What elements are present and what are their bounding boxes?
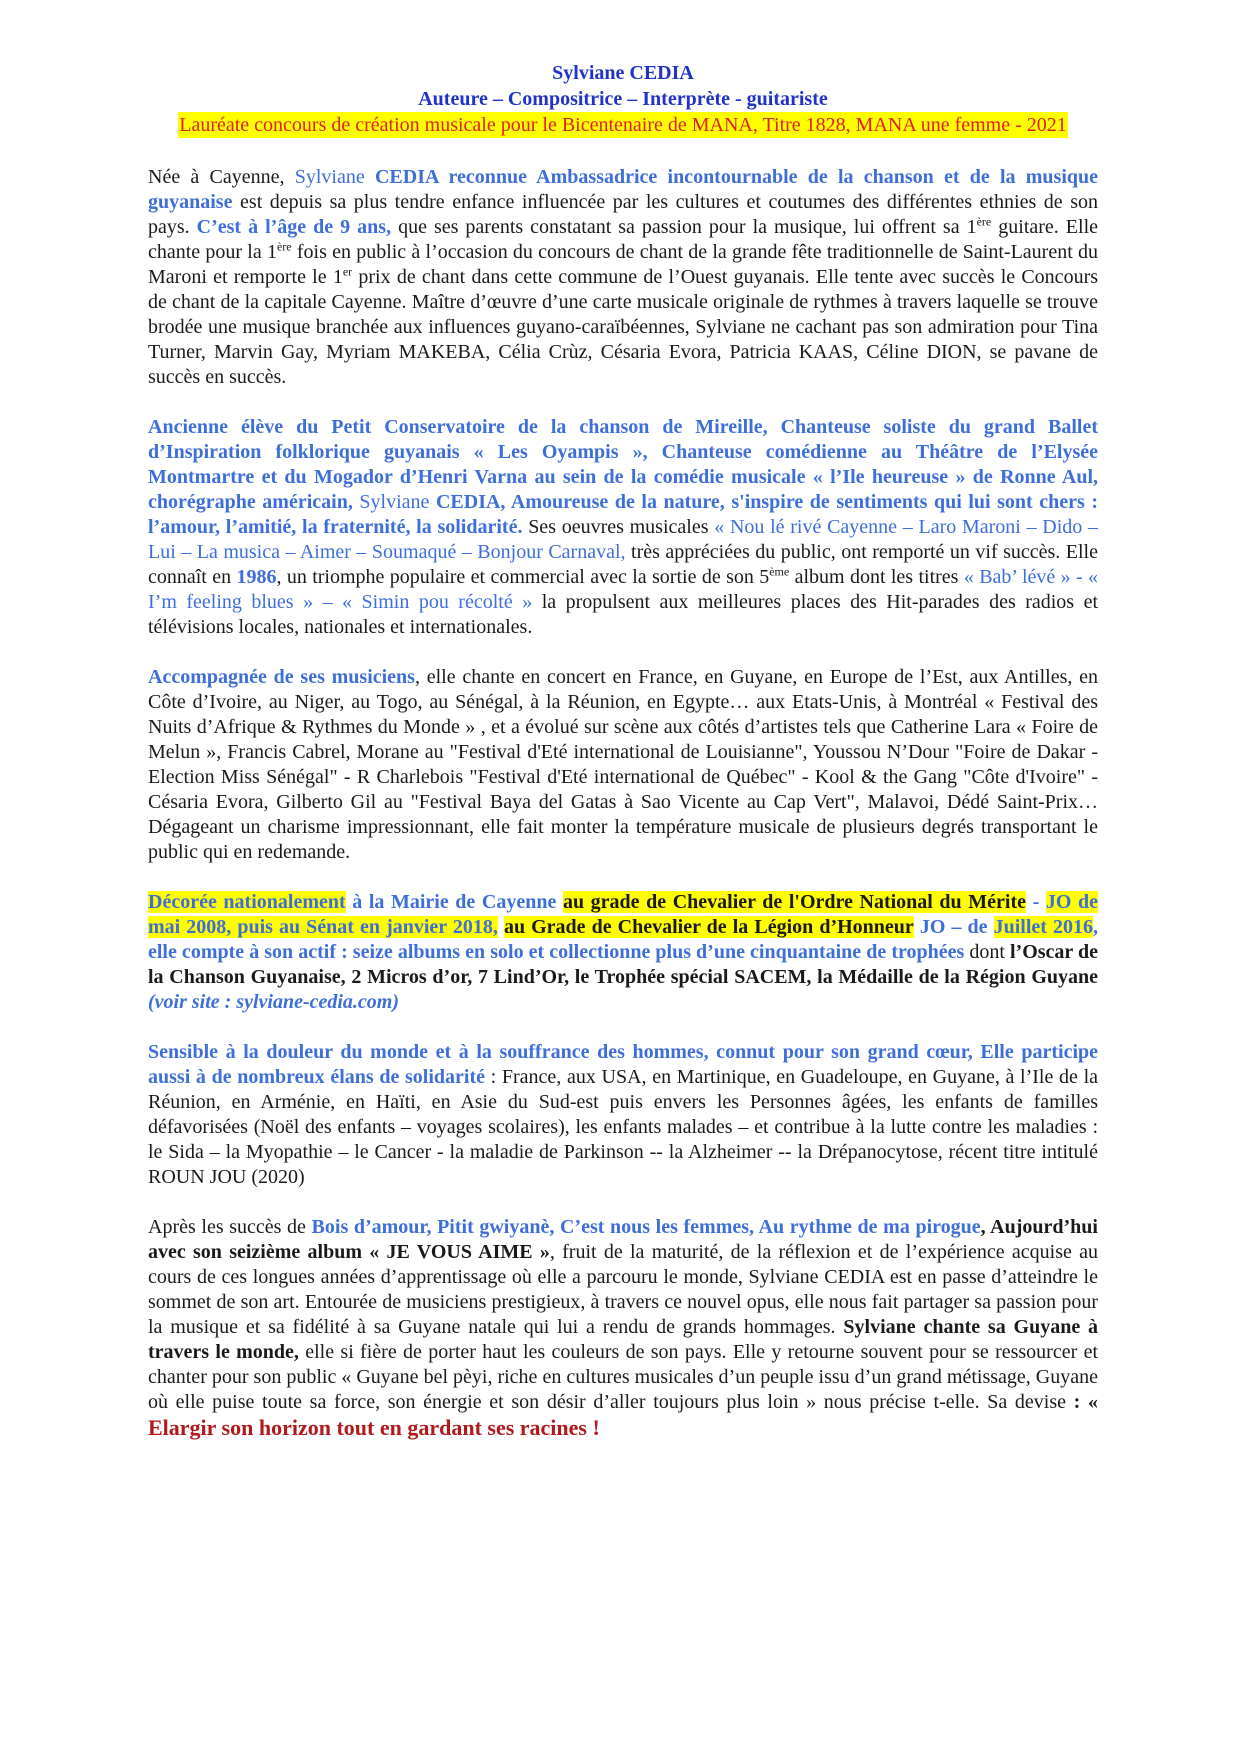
text-run: Sylviane bbox=[359, 491, 430, 513]
superscript: ème bbox=[769, 564, 790, 579]
text-run: Ses oeuvres musicales bbox=[528, 516, 709, 538]
document-header bbox=[148, 60, 1098, 138]
paragraph-career bbox=[148, 415, 1098, 640]
text-run: Sensible à la douleur du monde et à la souffrance des hommes, connut pour son grand cœur, Elle participe aussi à de nombreux élans de solidarité bbox=[148, 1041, 1098, 1088]
text-run: album dont les titres bbox=[794, 566, 959, 588]
text-run: prix de chant dans cette commune de l’Ouest guyanais. Elle tente avec succès le Concours de chant de la capitale Cayenne. Maître d’œuvre d’une carte musicale originale de rythmes à travers laquelle se trouve brodée une musique branchée aux influences guyano-caraïbéennes, Sylviane ne cachant pas son admiration pour Tina Turner, Marvin Gay, Myriam MAKEBA, Célia Crùz, Césaria Evora, Patricia KAAS, Céline DION, se pavane de succès en succès. bbox=[148, 266, 1099, 388]
laureate-banner: Lauréate concours de création musicale pour le Bicentenaire de MANA, Titre 1828, MANA une femme - 2021 bbox=[179, 114, 1067, 136]
paragraph-biography bbox=[148, 165, 1098, 390]
text-run: CEDIA reconnue Ambassadrice incontournable de la chanson et de la musique guyanaise bbox=[148, 166, 1099, 213]
text-run: « Nou lé rivé Cayenne – Laro Maroni – Dido – Lui – La musica – Aimer – Soumaqué – Bonjour Carnaval, bbox=[148, 516, 1099, 563]
text-run: Après les succès de bbox=[148, 1216, 306, 1238]
text-run: fois en public à l’occasion du concours de chant de la grande fête traditionnelle de Saint-Laurent du Maroni et remporte le 1 bbox=[148, 241, 1099, 288]
document-page bbox=[148, 60, 1098, 1467]
paragraph-concerts bbox=[148, 665, 1098, 865]
text-run: elle si fière de porter haut les couleurs de son pays. Elle y retourne souvent pour se ressourcer et chanter pour son public « Guyane bel pèyi, riche en cultures musicales d’un peuple issu d’un grand métissage, Guyane où elle puise toute sa force, son énergie et son désir d’aller toujours plus loin » nous précise t-elle. Sa devise bbox=[148, 1341, 1098, 1413]
superscript: ère bbox=[276, 239, 292, 254]
text-run: guitare. Elle chante pour la 1 bbox=[148, 216, 1098, 263]
text-run: Juillet 2016 bbox=[993, 916, 1094, 938]
artist-roles: Auteure – Compositrice – Interprète - guitariste bbox=[418, 88, 828, 110]
text-run: , Aujourd’hui avec son seizième album « JE VOUS AIME » bbox=[148, 1216, 1098, 1263]
text-run: CEDIA, Amoureuse de la nature, s'inspire de sentiments qui lui sont chers : l’amour, l’amitié, la fraternité, la solidarité. bbox=[148, 491, 1099, 538]
text-run: C’est à l’âge de 9 ans, bbox=[196, 216, 392, 238]
paragraph-honours bbox=[148, 890, 1098, 1015]
text-run: Bois d’amour, Pitit gwiyanè, C’est nous les femmes, Au rythme de ma pirogue bbox=[311, 1216, 981, 1238]
text-run: Née à Cayenne, bbox=[148, 166, 285, 188]
text-run: à la Mairie de Cayenne bbox=[352, 891, 557, 913]
text-run: , un triomphe populaire et commercial avec la sortie de son 5 bbox=[276, 566, 770, 588]
text-run: Sylviane chante sa Guyane à travers le monde, bbox=[148, 1316, 1099, 1363]
text-run: 1986 bbox=[236, 566, 277, 588]
text-run: dont bbox=[969, 941, 1005, 963]
text-run: Décorée nationalement bbox=[148, 891, 346, 913]
text-run: au Grade de Chevalier de la Légion d’Honneur bbox=[503, 916, 914, 938]
text-run: : « bbox=[1073, 1391, 1098, 1413]
text-run: Accompagnée de ses musiciens bbox=[148, 666, 415, 688]
text-run: est depuis sa plus tendre enfance influencée par les cultures et coutumes des différentes ethnies de son pays. bbox=[148, 191, 1099, 238]
text-run: Ancienne élève du Petit Conservatoire de la chanson de Mireille, Chanteuse soliste du grand Ballet d’Inspiration folklorique guyanais « Les Oyampis », Chanteuse comédienne au Théâtre de l’Elysée Montmartre et du Mogador d’Henri Varna au sein de la comédie musicale « l’Ile heureuse » de Ronne Aul, chorégraphe américain, bbox=[148, 416, 1098, 513]
superscript: ère bbox=[976, 214, 992, 229]
motto: Elargir son horizon tout en gardant ses racines ! bbox=[148, 1415, 600, 1440]
paragraph-latest-album bbox=[148, 1215, 1098, 1442]
website-reference: (voir site : sylviane-cedia.com) bbox=[148, 991, 400, 1013]
text-run: - bbox=[1032, 891, 1040, 913]
paragraph-solidarity bbox=[148, 1040, 1098, 1190]
text-run: : France, aux USA, en Martinique, en Guadeloupe, en Guyane, à l’Ile de la Réunion, en Arménie, en Haïti, en Asie du Sud-est puis envers les Personnes âgées, les enfants de familles défavorisées (Noël des enfants – voyages scolaires), les enfants malades – et contribue à la lutte contre les maladies : le Sida – la Myopathie – le Cancer - la maladie de Parkinson -- la Alzheimer -- la Drépanocytose, récent titre intitulé ROUN JOU (2020) bbox=[148, 1066, 1099, 1188]
text-run: au grade de Chevalier de l'Ordre National du Mérite bbox=[562, 891, 1026, 913]
text-run: , elle chante en concert en France, en Guyane, en Europe de l’Est, aux Antilles, en Côte d’Ivoire, au Niger, au Togo, au Sénégal, à la Réunion, en Egypte… aux Etats-Unis, à Montréal « Festival des Nuits d’Afrique & Rythmes du Monde » , et a évolué sur scène aux côtés d’artistes tels que Catherine Lara « Foire de Melun », Francis Cabrel, Morane au "Festival d'Eté international de Louisianne", Youssou N’Dour "Foire de Dakar - Election Miss Sénégal" - R Charlebois "Festival d'Eté international de Québec" - Kool & the Gang "Côte d'Ivoire" - Césaria Evora, Gilberto Gil au "Festival Baya del Gatas à Sao Vicente au Cap Vert", Malavoi, Dédé Saint-Prix… Dégageant un charisme impressionnant, elle fait monter la température musicale de plusieurs degrés transportant le public qui en redemande. bbox=[148, 666, 1099, 863]
text-run: la propulsent aux meilleures places des Hit-parades des radios et télévisions locales, nationales et internationales. bbox=[148, 591, 1099, 638]
text-run: l’Oscar de la Chanson Guyanaise, 2 Micros d’or, 7 Lind’Or, le Trophée spécial SACEM, la Médaille de la Région Guyane bbox=[148, 941, 1099, 988]
text-run: JO – de bbox=[919, 916, 988, 938]
superscript: er bbox=[342, 264, 353, 279]
artist-name: Sylviane CEDIA bbox=[552, 62, 694, 84]
text-run: que ses parents constatant sa passion pour la musique, lui offrent sa 1 bbox=[398, 216, 977, 238]
text-run: JO de mai 2008, puis au Sénat en janvier 2018, bbox=[148, 891, 1099, 938]
text-run: « Bab’ lévé » - « I’m feeling blues » – « Simin pou récolté » bbox=[148, 566, 1099, 613]
text-run: Sylviane bbox=[294, 166, 365, 188]
text-run: , fruit de la maturité, de la réflexion et de l’expérience acquise au cours de ces longues années d’apprentissage où elle a parcouru le monde, Sylviane CEDIA est en passe d’atteindre le sommet de son art. Entourée de musiciens prestigieux, à travers ce nouvel opus, elle nous fait partager sa passion pour la musique et sa fidélité à sa Guyane natale qui lui a rendu de grands hommages. bbox=[148, 1241, 1098, 1338]
text-run: très appréciées du public, ont remporté un vif succès. Elle connaît en bbox=[148, 541, 1098, 588]
text-run: , elle compte à son actif : seize albums en solo et collectionne plus d’une cinquantaine de trophées bbox=[148, 916, 1099, 963]
